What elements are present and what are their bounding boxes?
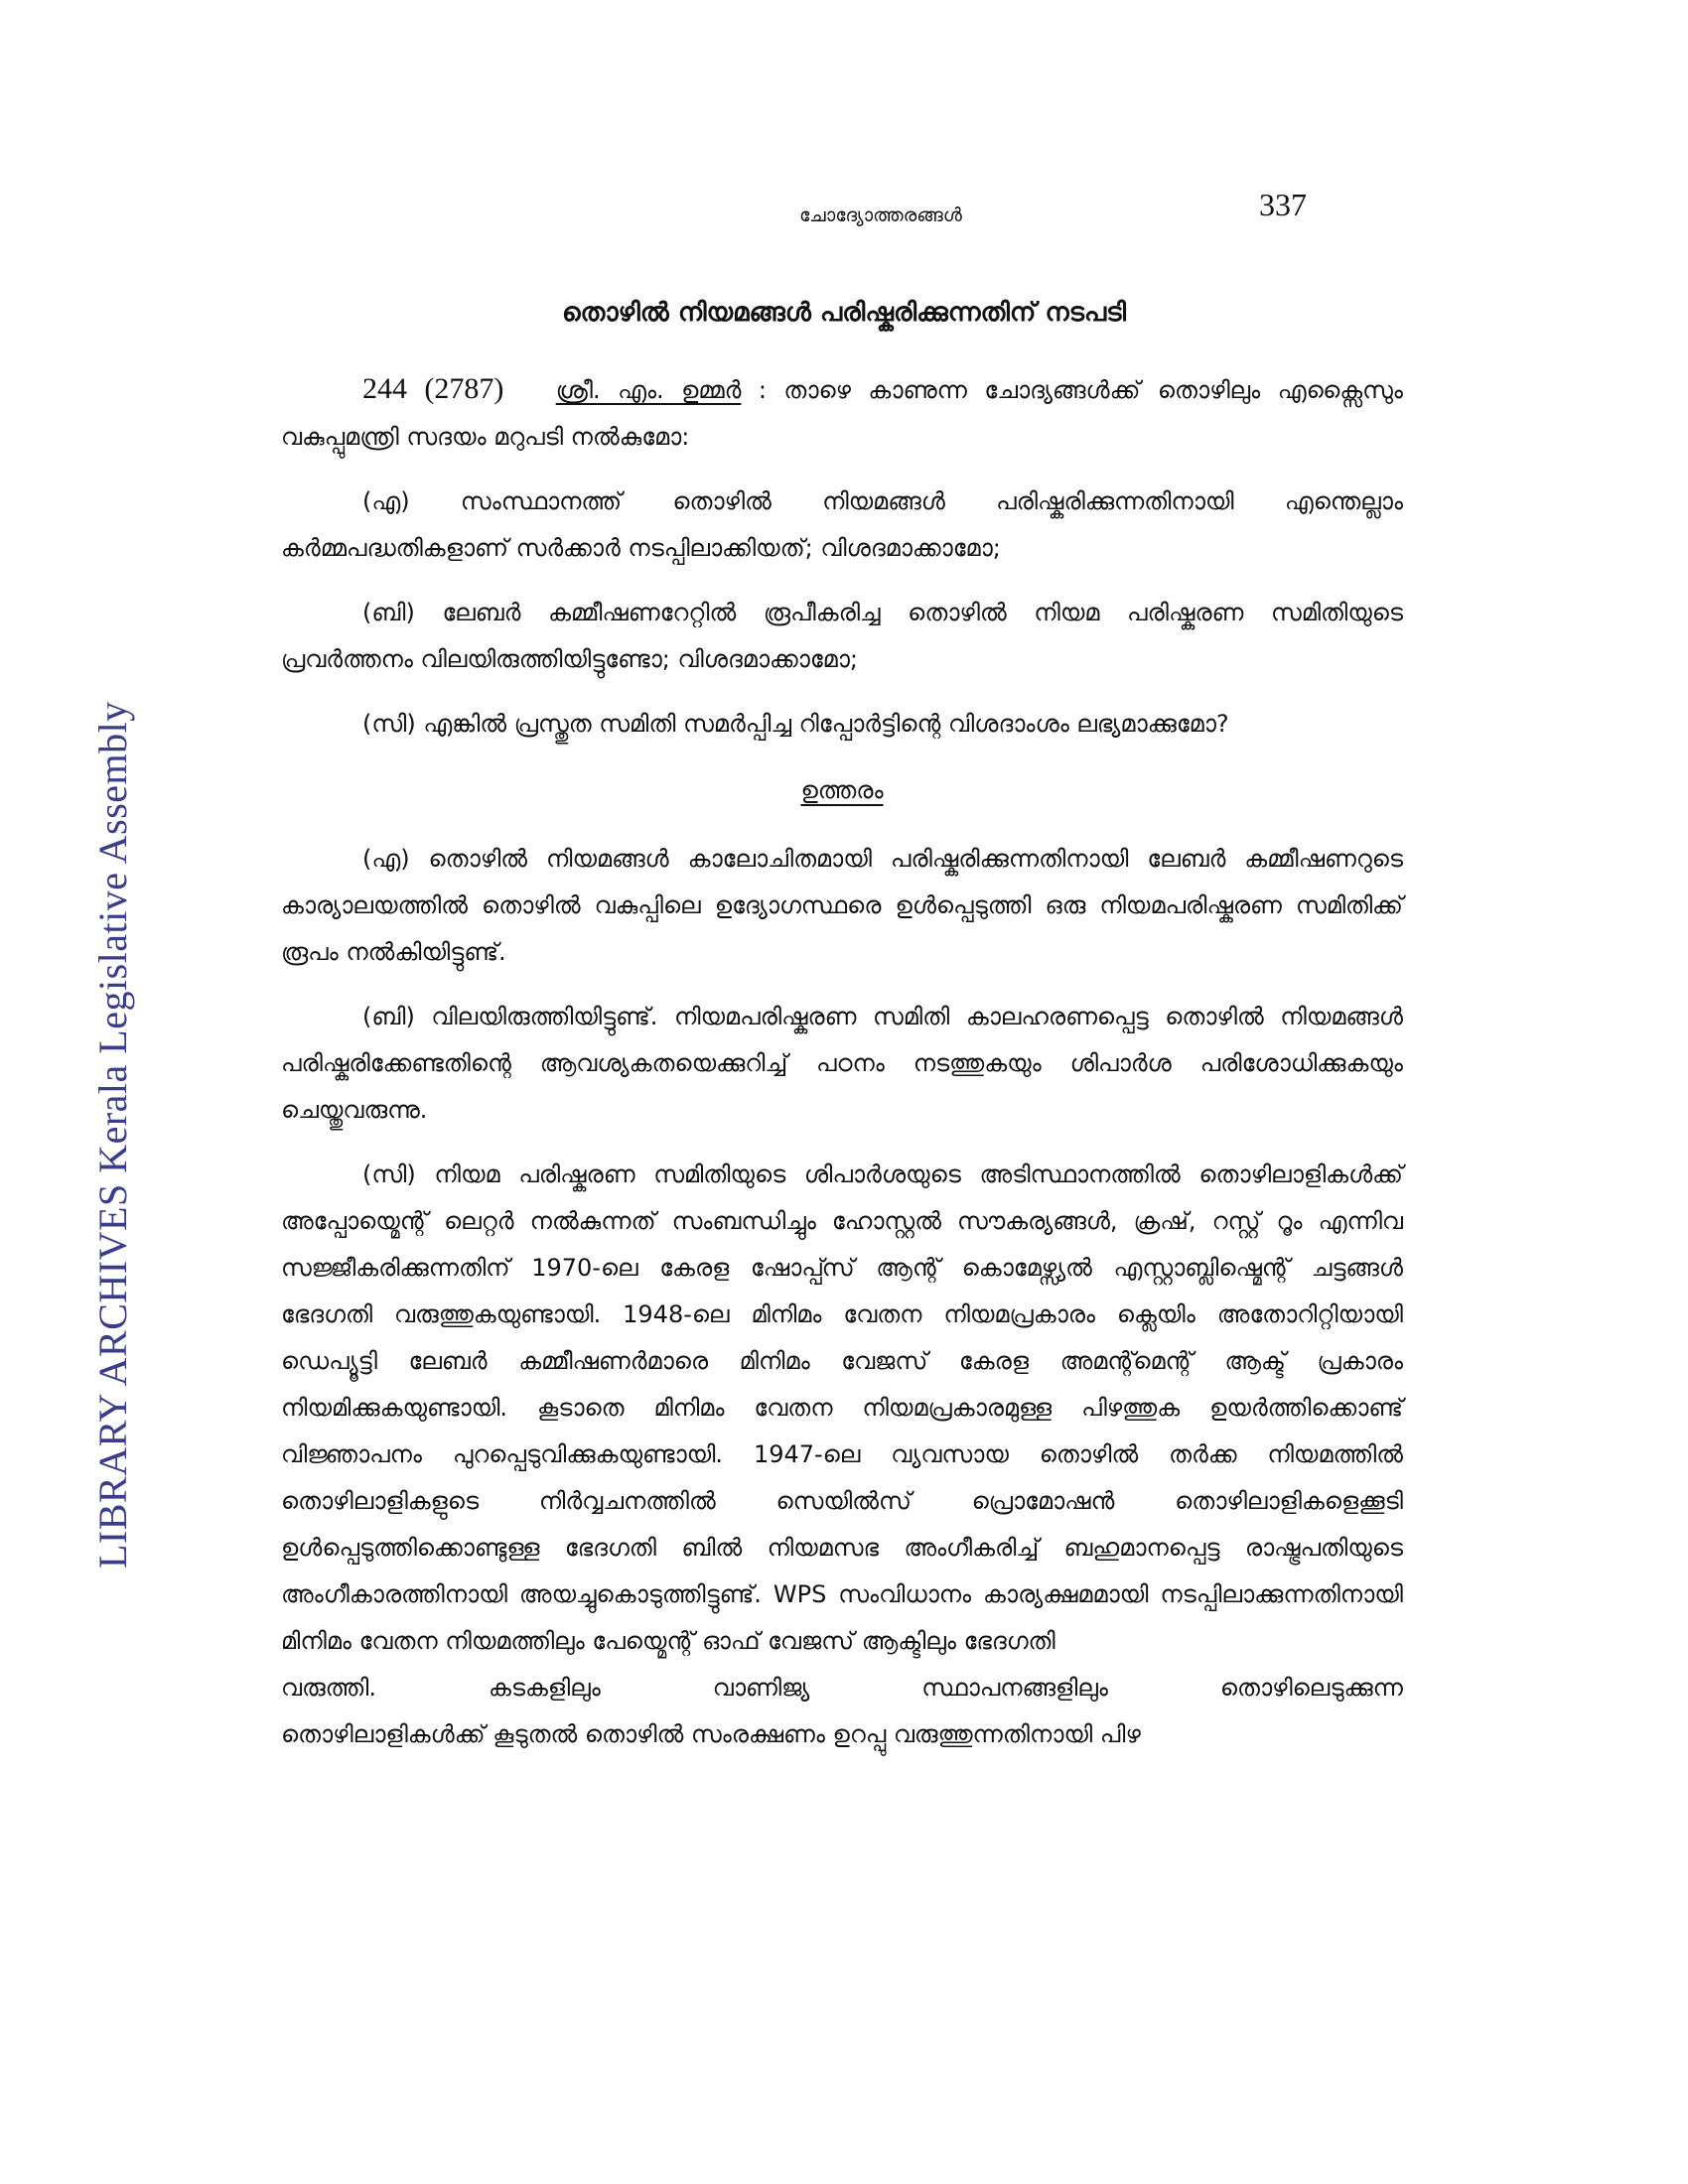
page-number: 337	[1259, 187, 1307, 222]
question-item-text: എങ്കിൽ പ്രസ്തുത സമിതി സമർപ്പിച്ച റിപ്പോർട്ടിന്റെ വിശദാംശം ലഭ്യമാക്കുമോ?	[423, 710, 1229, 738]
answer-heading: ഉത്തരം	[800, 776, 884, 804]
line-word: വരുത്തി.	[281, 1674, 377, 1702]
answer-item-label: (സി)	[362, 1160, 416, 1188]
line-word: സ്ഥാപനങ്ങളിലും	[921, 1674, 1108, 1702]
page-title: തൊഴിൽ നിയമങ്ങൾ പരിഷ്കരിക്കുന്നതിന് നടപടി	[561, 298, 1127, 328]
question-item	[281, 478, 1403, 572]
answer-item-label: (എ)	[362, 845, 410, 873]
answer-item-label: (ബി)	[362, 1003, 415, 1030]
question-item-label: (ബി)	[362, 599, 415, 626]
question-intro-text: : താഴെ കാണുന്ന ചോദ്യങ്ങൾക്ക് തൊഴിലും എക്സൈസും വകുപ്പുമന്ത്രി സദയം മറുപടി നൽകുമോ:	[281, 376, 1403, 451]
answer-item-text: നിയമ പരിഷ്കരണ സമിതിയുടെ ശിപാർശയുടെ അടിസ്ഥാനത്തിൽ തൊഴിലാളികൾക്ക് അപ്പോയ്മെന്റ് ലെറ്റർ നൽകുന്നത് സംബന്ധിച്ചും ഹോസ്റ്റൽ സൗകര്യങ്ങൾ, ക്രഷ്, റസ്റ്റ് റൂം എന്നിവ സജ്ജീകരിക്കുന്നതിന് 1970-ലെ കേരള ഷോപ്പ്സ് ആന്റ് കൊമേഴ്സ്യൽ എസ്റ്റാബ്ലിഷ്മെന്റ് ചട്ടങ്ങൾ ഭേദഗതി വരുത്തുകയുണ്ടായി. 1948-ലെ മിനിമം വേതന നിയമപ്രകാരം ക്ലെയിം അതോറിറ്റിയായി ഡെപ്യൂട്ടി ലേബർ കമ്മീഷണർമാരെ മിനിമം വേജസ് കേരള അമന്റ്മെന്റ് ആക്ട് പ്രകാരം നിയമിക്കുകയുണ്ടായി. കൂടാതെ മിനിമം വേതന നിയമപ്രകാരമുള്ള പിഴത്തുക ഉയർത്തിക്കൊണ്ട് വിജ്ഞാപനം പുറപ്പെടുവിക്കുകയുണ്ടായി. 1947-ലെ വ്യവസായ തൊഴിൽ തർക്ക നിയമത്തിൽ തൊഴിലാളികളുടെ നിർവ്വചനത്തിൽ സെയിൽസ് പ്രൊമോഷൻ തൊഴിലാളികളെക്കൂടി ഉൾപ്പെടുത്തിക്കൊണ്ടുള്ള ഭേദഗതി ബിൽ നിയമസഭ അംഗീകരിച്ച് ബഹുമാനപ്പെട്ട രാഷ്ട്രപതിയുടെ അംഗീകാരത്തിനായി അയച്ചുകൊടുത്തിട്ടുണ്ട്. WPS സംവിധാനം കാര്യക്ഷമമായി നടപ്പിലാക്കുന്നതിനായി മിനിമം വേതന നിയമത്തിലും പേയ്മെന്റ് ഓഫ് വേജസ് ആക്ടിലും ഭേദഗതി	[281, 1160, 1403, 1655]
question-number: 244 (2787)	[362, 372, 504, 405]
answer-item-text: തൊഴിൽ നിയമങ്ങൾ കാലോചിതമായി പരിഷ്കരിക്കുന്നതിനായി ലേബർ കമ്മീഷണറുടെ കാര്യാലയത്തിൽ തൊഴിൽ വകുപ്പിലെ ഉദ്യോഗസ്ഥരെ ഉൾപ്പെടുത്തി ഒരു നിയമപരിഷ്കരണ സമിതിക്ക് രൂപം നൽകിയിട്ടുണ്ട്.	[281, 845, 1403, 966]
final-line: തൊഴിലാളികൾക്ക് കൂടുതൽ തൊഴിൽ സംരക്ഷണം ഉറപ്പു വരുത്തുന്നതിനായി പിഴ	[281, 1720, 1141, 1748]
justified-line	[281, 1665, 1403, 1711]
answer-item	[281, 1152, 1403, 1665]
question-item-label: (സി)	[362, 710, 416, 738]
answer-item	[281, 836, 1403, 976]
archive-watermark: LIBRARY ARCHIVES Kerala Legislative Assembly	[90, 701, 135, 1569]
document-body	[281, 365, 1403, 1758]
answer-item-text: വിലയിരുത്തിയിട്ടുണ്ട്. നിയമപരിഷ്കരണ സമിതി കാലഹരണപ്പെട്ട തൊഴിൽ നിയമങ്ങൾ പരിഷ്കരിക്കേണ്ടതിന്റെ ആവശ്യകതയെക്കുറിച്ച് പഠനം നടത്തുകയും ശിപാർശ പരിശോധിക്കുകയും ചെയ്തുവരുന്നു.	[281, 1003, 1404, 1124]
question-item-text: സംസ്ഥാനത്ത് തൊഴിൽ നിയമങ്ങൾ പരിഷ്കരിക്കുന്നതിനായി എന്തെല്ലാം കർമ്മപദ്ധതികളാണ് സർക്കാർ നടപ്പിലാക്കിയത്; വിശദമാക്കാമോ;	[281, 487, 1403, 562]
question-item-text: ലേബർ കമ്മീഷണറേറ്റിൽ രൂപീകരിച്ച തൊഴിൽ നിയമ പരിഷ്കരണ സമിതിയുടെ പ്രവർത്തനം വിലയിരുത്തിയിട്ടുണ്ടോ; വിശദമാക്കാമോ;	[281, 599, 1403, 673]
answer-item-c	[281, 1152, 1403, 1758]
member-name: ശ്രീ. എം. ഉമ്മർ	[555, 376, 742, 404]
running-header: ചോദ്യോത്തരങ്ങൾ	[799, 205, 962, 226]
question-item	[281, 701, 1403, 748]
line-word: തൊഴിലെടുക്കുന്ന	[1219, 1674, 1403, 1702]
line-word: കടകളിലും	[488, 1674, 601, 1702]
answer-item	[281, 994, 1403, 1134]
question-intro	[281, 365, 1403, 461]
question-item	[281, 590, 1403, 683]
line-word: വാണിജ്യ	[712, 1674, 810, 1702]
question-item-label: (എ)	[362, 487, 410, 515]
